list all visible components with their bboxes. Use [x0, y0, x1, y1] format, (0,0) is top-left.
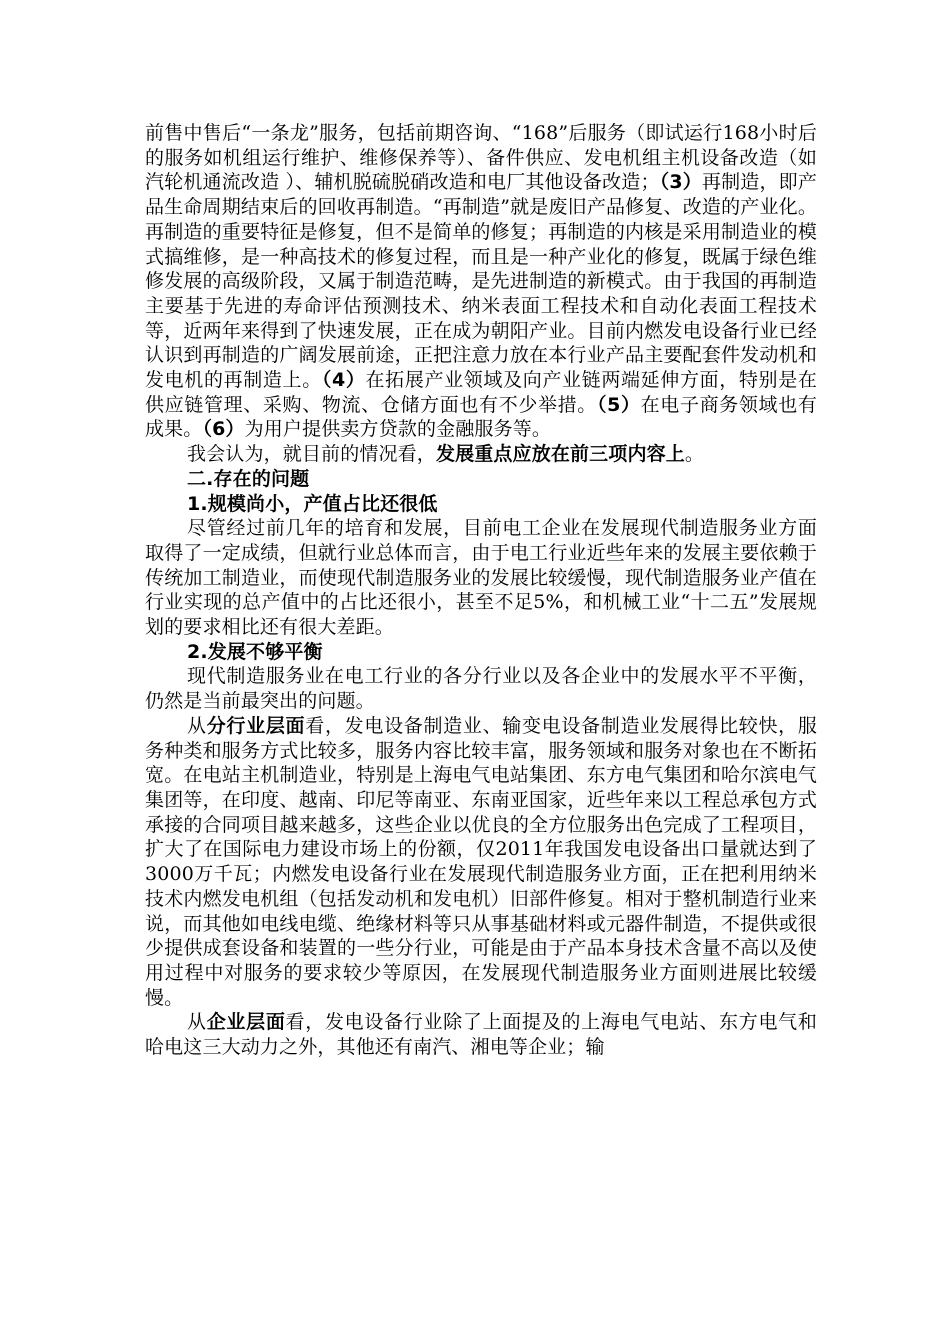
text-run: 。: [684, 443, 705, 466]
paragraph-focus: [145, 442, 817, 467]
text-run: 为用户提供卖方贷款的金融服务等。: [244, 418, 552, 441]
paragraph-enterprise: [145, 1010, 817, 1059]
document-page: [145, 121, 817, 1060]
bold-text: 企业层面: [206, 1011, 286, 1034]
text-run: 在拓展产业领域及向产业链两端延伸方面，特别是在供应链管理、采购、物流、仓储方面也有不少举措。: [145, 369, 817, 416]
list-number-3: （3）: [659, 171, 702, 194]
paragraph-imbalance: 现代制造服务业在电工行业的各分行业以及各企业中的发展水平不平衡，仍然是当前最突出的问题。: [145, 665, 817, 713]
bold-text: 发展重点应放在前三项内容上: [435, 443, 685, 466]
bold-text: 分行业层面: [206, 714, 306, 737]
subheading-imbalance: 2.发展不够平衡: [187, 640, 323, 663]
list-number-4: （4）: [321, 369, 366, 392]
paragraph-scale: 尽管经过前几年的培育和发展，目前电工企业在发展现代制造服务业方面取得了一定成绩，但就行业总体而言，由于电工行业近些年来的发展主要依赖于传统加工制造业，而使现代制造服务业的发展比较缓慢，现代制造服务业产值在行业实现的总产值中的占比还很小，甚至不足5%，和机械工业“十二五”发展规划的要求相比还有很大差距。: [145, 517, 817, 639]
text-run: 看，发电设备行业除了上面提及的上海电气电站、东方电气和哈电这三大动力之外，其他还有南汽、湘电等企业；输: [145, 1011, 818, 1059]
text-run: 前售中售后“一条龙”服务，包括前期咨询、“168”后服务（即试运行168小时后的服务如机组运行维护、维修保养等）、备件供应、发电机组主机设备改造（如汽轮机通流改造 ）、辅机脱硫脱硝改造和电厂其他设备改造；: [145, 122, 817, 194]
list-number-6: （6）: [202, 418, 245, 441]
section-heading-problems: 二.存在的问题: [187, 467, 310, 490]
text-run: 从: [187, 714, 207, 737]
text-run: 我会认为，就目前的情况看，: [187, 443, 436, 466]
paragraph-sub-industry: [145, 714, 817, 1010]
subheading-scale: 1.规模尚小，产值占比还很低: [187, 492, 438, 515]
list-number-5: （5）: [596, 393, 641, 416]
text-run: 在电子商务领域也有成果。: [145, 393, 817, 441]
text-run: 再制造，即产品生命周期结束后的回收再制造。“再制造”就是废旧产品修复、改造的产业化。再制造的重要特征是修复，但不是简单的修复；再制造的内核是采用制造业的模式搞维修，是一种高技术的修复过程，而且是一种产业化的修复，既属于绿色维修发展的高级阶段，又属于制造范畴，是先进制造的新模式。由于我国的再制造主要基于先进的寿命评估预测技术、纳米表面工程技术和自动化表面工程技术等，近两年来得到了快速发展，正在成为朝阳产业。目前内燃发电设备行业已经认识到再制造的广阔发展前途，正把注意力放在本行业产品主要配套件发动机和发电机的再制造上。: [145, 171, 818, 392]
text-run: 从: [187, 1011, 207, 1034]
paragraph-services-list: [145, 121, 817, 442]
text-run: 看，发电设备制造业、输变电设备制造业发展得比较快，服务种类和服务方式比较多，服务内容比较丰富，服务领域和服务对象也在不断拓宽。在电站主机制造业，特别是上海电气电站集团、东方电气集团和哈尔滨电气集团等，在印度、越南、印尼等南亚、东南亚国家，近些年来以工程总承包方式承接的合同项目越来越多，这些企业以优良的全方位服务出色完成了工程项目，扩大了在国际电力建设市场上的份额，仅2011年我国发电设备出口量就达到了3000万千瓦；内燃发电设备行业在发展现代制造服务业方面，正在把利用纳米技术内燃发电机组（包括发动机和发电机）旧部件修复。相对于整机制造行业来说，而其他如电线电缆、绝缘材料等只从事基础材料或元器件制造，不提供或很少提供成套设备和装置的一些分行业，可能是由于产品本身技术含量不高以及使用过程中对服务的要求较少等原因，在发展现代制造服务业方面则进展比较缓慢。: [145, 714, 817, 1009]
